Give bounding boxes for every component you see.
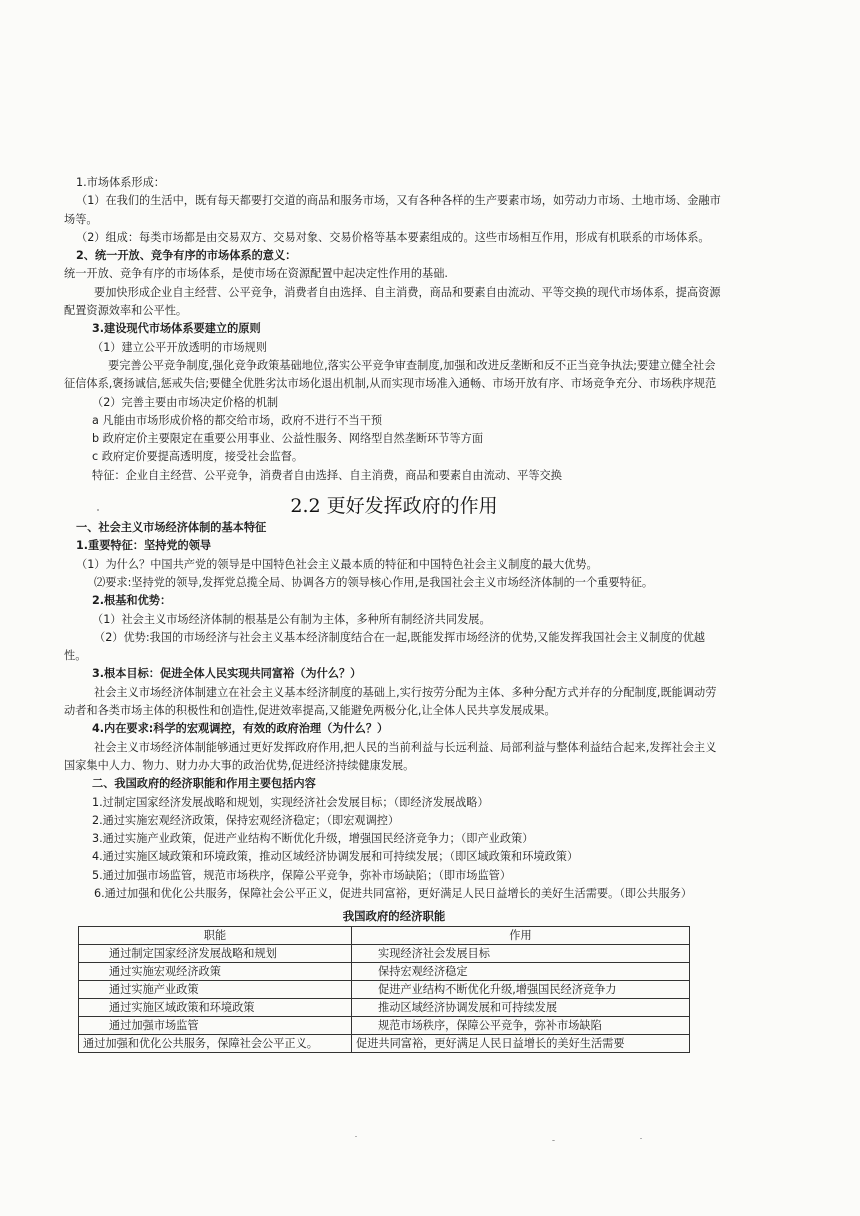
subheading-price-mechanism: （2）完善主要由市场决定价格的机制 (92, 395, 279, 409)
paragraph-foundation: （1）社会主义市场经济体制的根基是公有制为主体，多种所有制经济共同发展。 (92, 612, 491, 626)
paragraph-market-composition: （2）组成：每类市场都是由交易双方、交易对象、交易价格等基本要素组成的。这些市场相互作用，形成有机联系的市场体系。 (76, 230, 710, 244)
heading-party-leadership: 1.重要特征：坚持党的领导 (76, 539, 212, 553)
table-header-row (79, 926, 690, 944)
functions-table (78, 926, 690, 1053)
heading-market-system-formation: 1.市场体系形成： (76, 176, 165, 189)
heading-foundation: 2.根基和优势： (92, 594, 172, 608)
list-item-4: 4.通过实施区域政策和环境政策，推动区域经济协调发展和可持续发展；（即区域政策和环境政策） (92, 850, 579, 864)
paragraph-common-prosperity: 社会主义市场经济体制建立在社会主义基本经济制度的基础上,实行按劳分配为主体、多种分配方式并存的分配制度,既能调动劳动者和各类市场主体的积极性和创造性,促进效率提高,又能避免两极分化,让全体人民共享发展成果。 (64, 685, 717, 718)
heading-principles: 3.建设现代市场体系要建立的原则 (92, 322, 261, 336)
item-a: a 凡能由市场形成价格的都交给市场，政府不进行不当干预 (92, 413, 383, 427)
list-item-1: 1.过制定国家经济发展战略和规划，实现经济社会发展目标；（即经济发展战略） (92, 795, 489, 809)
header-role: 作用 (352, 926, 690, 944)
cell-function: 通过实施区域政策和环境政策 (79, 998, 352, 1016)
list-item-5: 5.通过加强市场监管，规范市场秩序，保障公平竞争，弥补市场缺陷；（即市场监管） (92, 868, 512, 882)
paragraph-fair-competition: 要完善公平竞争制度,强化竞争政策基础地位,落实公平竞争审查制度,加强和改进反垄断和反不正当竞争执法;要建立健全社会征信体系,褒扬诚信,惩戒失信;要健全优胜劣汰市场化退出机制,从而实现市场准入通畅、市场开放有序、市场竞争充分、市场秩序规范 (64, 358, 717, 391)
table-caption: 我国政府的经济职能 (342, 909, 446, 924)
paragraph-features: 特征：企业自主经营、公平竞争，消费者自由选择、自主消费，商品和要素自由流动、平等交换 (92, 468, 562, 482)
paragraph-modern-market-system: 要加快形成企业自主经营、公平竞争，消费者自由选择、自主消费，商品和要素自由流动、平等交换的现代市场体系，提高资源配置资源效率和公平性。 (64, 285, 721, 318)
cell-function: 通过加强和优化公共服务，保障社会公平正义。 (79, 1034, 352, 1052)
cell-role: 促进共同富裕，更好满足人民日益增长的美好生活需要 (352, 1034, 690, 1052)
paragraph-why-party: （1）为什么？中国共产党的领导是中国特色社会主义最本质的特征和中国特色社会主义制度的最大优势。 (76, 557, 598, 571)
scan-speck (97, 509, 99, 511)
scan-speck (355, 1136, 357, 1137)
cell-role: 实现经济社会发展目标 (352, 944, 690, 962)
item-b: b 政府定价主要限定在重要公用事业、公益性服务、网络型自然垄断环节等方面 (92, 432, 484, 446)
heading-basic-features: 一、社会主义市场经济体制的基本特征 (76, 521, 267, 535)
table-row (79, 944, 690, 962)
list-item-6: 6.通过加强和优化公共服务，保障社会公平正义，促进共同富裕，更好满足人民日益增长的美好生活需要。（即公共服务） (94, 886, 693, 900)
heading-market-system-significance: 2、统一开放、竞争有序的市场体系的意义： (76, 249, 297, 263)
cell-function: 通过加强市场监管 (79, 1016, 352, 1034)
section-title: 2.2 更好发挥政府的作用 (290, 495, 498, 518)
heading-fundamental-goal: 3.根本目标：促进全体人民实现共同富裕（为什么？） (92, 667, 362, 681)
paragraph-advantage: （2）优势:我国的市场经济与社会主义基本经济制度结合在一起,既能发挥市场经济的优势,又能发挥我国社会主义制度的优越性。 (64, 630, 705, 663)
table-row (79, 1016, 690, 1034)
table-row (79, 980, 690, 998)
cell-role: 规范市场秩序，保障公平竞争，弥补市场缺陷 (352, 1016, 690, 1034)
list-item-2: 2.通过实施宏观经济政策，保持宏观经济稳定；（即宏观调控） (92, 813, 400, 827)
document-body (64, 174, 724, 1053)
cell-function: 通过实施产业政策 (79, 980, 352, 998)
list-item-3: 3.通过实施产业政策，促进产业结构不断优化升级，增强国民经济竞争力；（即产业政策） (92, 832, 534, 846)
subheading-fair-rules: （1）建立公平开放透明的市场规则 (92, 340, 267, 354)
table-row (79, 962, 690, 980)
paragraph-market-types: （1）在我们的生活中，既有每天都要打交道的商品和服务市场，又有各种各样的生产要素市场，如劳动力市场、土地市场、金融市场等。 (64, 194, 721, 226)
table-row (79, 998, 690, 1016)
table-row (79, 1034, 690, 1052)
scan-speck (640, 1138, 642, 1139)
header-function: 职能 (79, 926, 352, 944)
cell-role: 推动区域经济协调发展和可持续发展 (352, 998, 690, 1016)
paragraph-party-requirement: ⑵要求:坚持党的领导,发挥党总揽全局、协调各方的领导核心作用,是我国社会主义市场经济体制的一个重要特征。 (94, 575, 654, 589)
heading-internal-requirement: 4.内在要求:科学的宏观调控，有效的政府治理（为什么？） (92, 722, 389, 736)
cell-role: 保持宏观经济稳定 (352, 962, 690, 980)
cell-role: 促进产业结构不断优化升级,增强国民经济竞争力 (352, 980, 690, 998)
paragraph-significance-basis: 统一开放、竞争有序的市场体系，是使市场在资源配置中起决定性作用的基础. (64, 267, 448, 281)
cell-function: 通过制定国家经济发展战略和规划 (79, 944, 352, 962)
heading-government-functions: 二、我国政府的经济职能和作用主要包括内容 (92, 777, 316, 791)
item-c: c 政府定价要提高透明度，接受社会监督。 (92, 450, 304, 464)
paragraph-government-role: 社会主义市场经济体制能够通过更好发挥政府作用,把人民的当前利益与长远利益、局部利益与整体利益结合起来,发挥社会主义国家集中人力、物力、财力办大事的政治优势,促进经济持续健康发展。 (64, 740, 717, 772)
scan-speck (552, 1140, 555, 1141)
cell-function: 通过实施宏观经济政策 (79, 962, 352, 980)
